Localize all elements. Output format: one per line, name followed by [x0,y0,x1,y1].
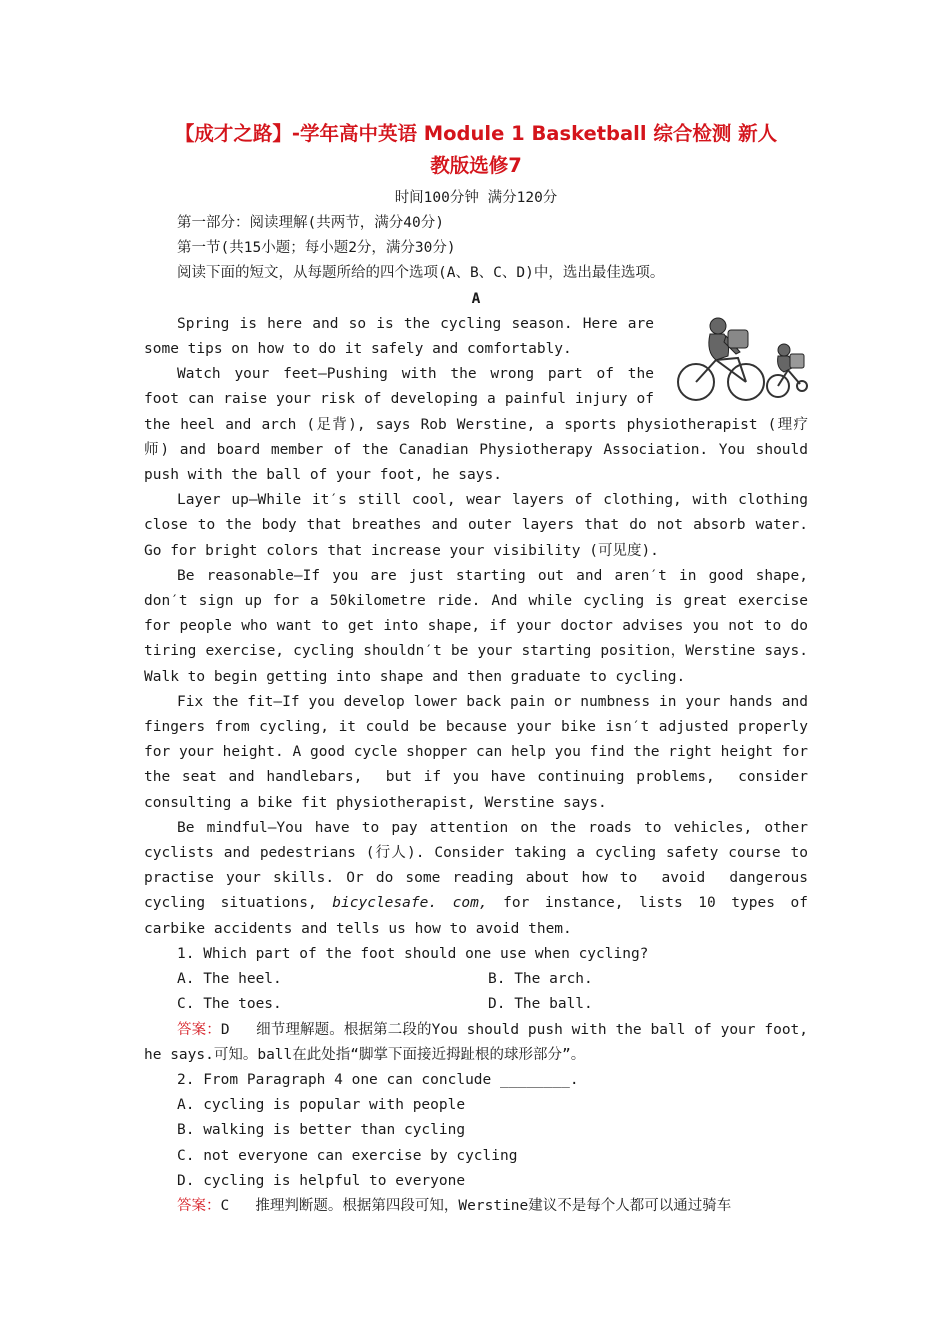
answer-text: D 细节理解题。根据第二段的You should push with the ball of your foot, he says.可知。ball在此处指“脚掌下面接近拇趾根的球形部分”。 [144,1021,817,1063]
question-1-options-row-2 [144,992,808,1017]
document-page [144,118,817,1219]
question-2-stem: 2. From Paragraph 4 one can conclude ________. [177,1071,579,1088]
option-a: A. cycling is popular with people [177,1097,466,1114]
option-b: B. The arch. [488,971,593,988]
exam-meta: 时间100分钟 满分120分 [394,190,558,206]
question-1-options-row-1 [144,967,808,992]
document-title-line2: 教版选修7 [430,154,522,177]
answer-label: 答案： [177,1021,221,1038]
passage-label: A [471,290,481,307]
website-name: bicyclesafe. com, [332,895,488,912]
paragraph-6-part-b: for instance, lists 10 types of carbike accidents and tells us how to avoid them. [144,895,817,937]
paragraph-4: Be reasonable—If you are just starting out and aren′t in good shape, don′t sign up for a 50kilometre ride. And while cycling is great exercise for people who want to get into shape, if your doctor advises you not to do tiring exercise, cycling shouldn′t be your starting position，Werstine says. Walk to begin getting into shape and then graduate to cycling. [144,567,817,685]
option-c: C. not everyone can exercise by cycling [177,1147,518,1164]
part-heading: 第一部分：阅读理解(共两节，满分40分) [177,215,444,231]
answer-text: C 推理判断题。根据第四段可知，Werstine建议不是每个人都可以通过骑车 [220,1197,732,1214]
cyclists-illustration-icon [668,312,808,404]
option-d: D. The ball. [488,996,593,1013]
option-a: A. The heel. [177,971,282,988]
question-1-answer [144,1018,817,1068]
paragraph-1: Spring is here and so is the cycling season. Here are some tips on how to do it safely and comfortably. [144,315,663,358]
paragraph-5: Fix the fit—If you develop lower back pain or numbness in your hands and fingers from cycling, it could be because your bike isn′t adjusted properly for your height. A good cycle shopper can help you find the right height for the seat and handlebars, but if you have continuing problems, consider consulting a bike fit physiotherapist, Werstine says. [144,693,817,811]
section-heading: 第一节(共15小题；每小题2分，满分30分) [177,240,456,257]
paragraph-2: Watch your feet—Pushing with the wrong part of the foot can raise your risk of developing a painful injury of the heel and arch (足背), says Rob Werstine, a sports physiotherapist (理疗师) and board member of the Canadian Physiotherapy Association. You should push with the ball of your foot, he says. [144,366,817,484]
answer-label: 答案： [177,1197,221,1214]
option-c: C. The toes. [177,996,282,1013]
option-d: D. cycling is helpful to everyone [177,1172,466,1189]
instruction-text: 阅读下面的短文，从每题所给的四个选项(A、B、C、D)中，选出最佳选项。 [177,265,665,282]
question-2-answer [144,1194,808,1219]
option-b: B. walking is better than cycling [177,1122,466,1139]
paragraph-6-part-a: Be mindful—You have to pay attention on the roads to vehicles, other cyclists and pedestrians (行人). Consider taking a cycling safety course to practise your skills. Or do some reading about how to avoid dangerous cycling situations, [144,819,817,912]
question-1-stem: 1. Which part of the foot should one use when cycling? [177,945,649,962]
paragraph-6 [144,816,817,942]
paragraph-3: Layer up—While it′s still cool, wear layers of clothing, with clothing close to the body that breathes and outer layers that do not absorb water. Go for bright colors that increase your visibility (可见度). [144,492,817,559]
document-title-line1: 【成才之路】-学年高中英语 Module 1 Basketball 综合检测 新人 [174,122,778,145]
